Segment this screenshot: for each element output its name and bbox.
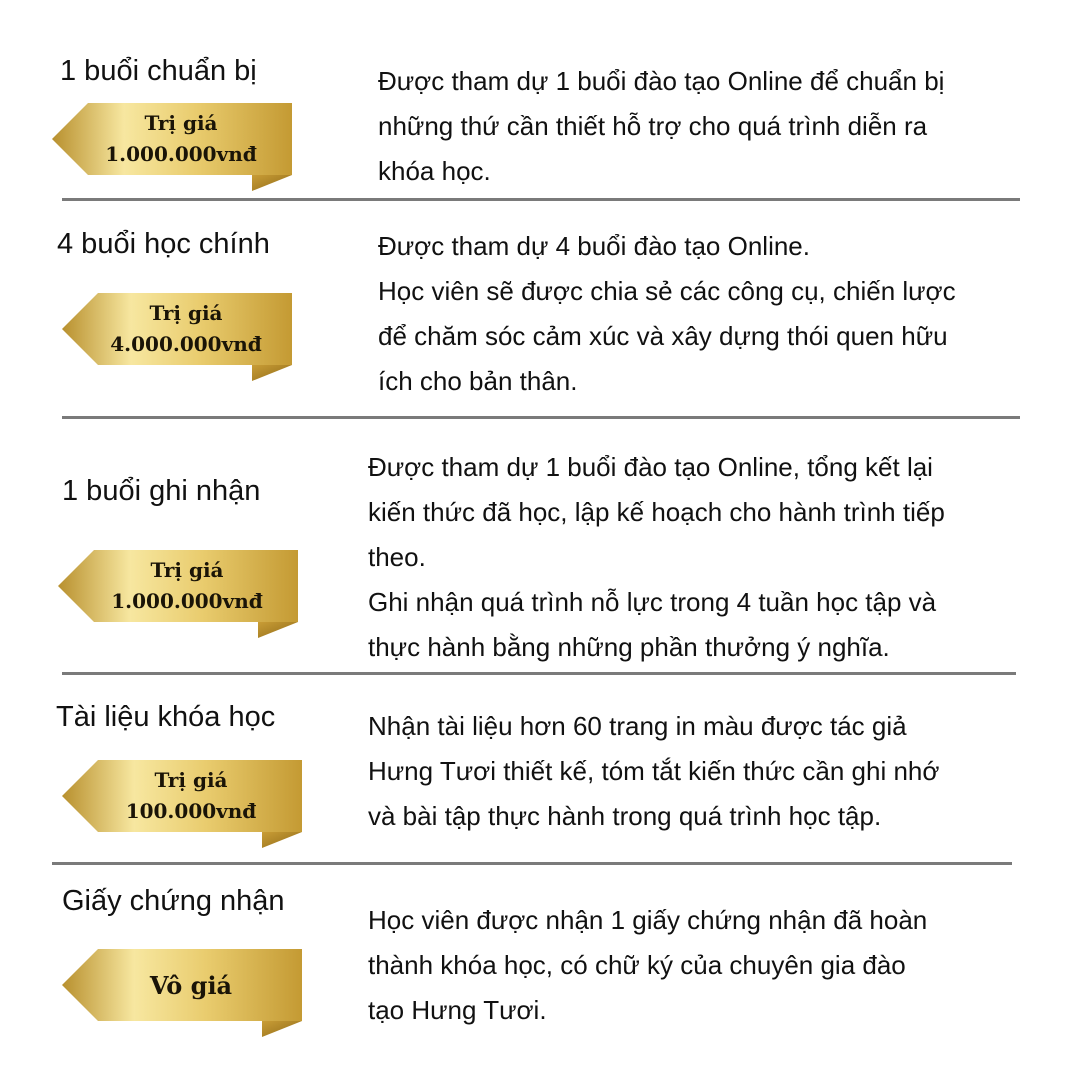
item-title: Giấy chứng nhận — [62, 885, 285, 917]
item-description: Được tham dự 1 buổi đào tạo Online để chuẩn bị những thứ cần thiết hỗ trợ cho quá trình diễn ra khóa học. — [378, 66, 945, 186]
price-value: 1.000.000vnđ — [111, 589, 263, 613]
item-title: 1 buổi chuẩn bị — [60, 55, 257, 87]
item-description: Nhận tài liệu hơn 60 trang in màu được tác giả Hưng Tươi thiết kế, tóm tắt kiến thức cần ghi nhớ và bài tập thực hành trong quá trình học tập. — [368, 711, 940, 831]
price-tag — [62, 293, 302, 381]
price-label: Vô giá — [149, 970, 233, 1000]
price-text — [88, 949, 294, 1021]
price-tag — [62, 949, 302, 1037]
item-description: Được tham dự 4 buổi đào tạo Online. Học viên sẽ được chia sẻ các công cụ, chiến lược để chăm sóc cảm xúc và xây dựng thói quen hữu ích cho bản thân. — [378, 231, 956, 396]
price-label: Trị giá — [149, 301, 223, 325]
price-tag — [52, 103, 292, 191]
divider — [52, 862, 1012, 865]
price-value: 4.000.000vnđ — [110, 332, 262, 356]
price-label: Trị giá — [144, 111, 218, 135]
price-value: 1.000.000vnđ — [105, 142, 257, 166]
divider — [62, 672, 1016, 675]
item-title: Tài liệu khóa học — [56, 701, 276, 733]
item-title: 1 buổi ghi nhận — [62, 475, 261, 507]
divider — [62, 416, 1020, 419]
price-text — [88, 760, 294, 832]
price-text — [88, 293, 284, 365]
price-label: Trị giá — [154, 768, 228, 792]
item-title: 4 buổi học chính — [57, 228, 270, 260]
divider — [62, 198, 1020, 201]
price-text — [78, 103, 284, 175]
item-description: Được tham dự 1 buổi đào tạo Online, tổng kết lại kiến thức đã học, lập kế hoạch cho hành trình tiếp theo. Ghi nhận quá trình nỗ lực trong 4 tuần học tập và thực hành bằng những phần thưởng ý nghĩa. — [368, 452, 945, 662]
price-label: Trị giá — [150, 558, 224, 582]
item-description: Học viên được nhận 1 giấy chứng nhận đã hoàn thành khóa học, có chữ ký của chuyên gia đào tạo Hưng Tươi. — [368, 905, 928, 1025]
price-tag — [58, 550, 298, 638]
price-text — [84, 550, 290, 622]
price-tag — [62, 760, 302, 848]
price-value: 100.000vnđ — [125, 799, 257, 823]
